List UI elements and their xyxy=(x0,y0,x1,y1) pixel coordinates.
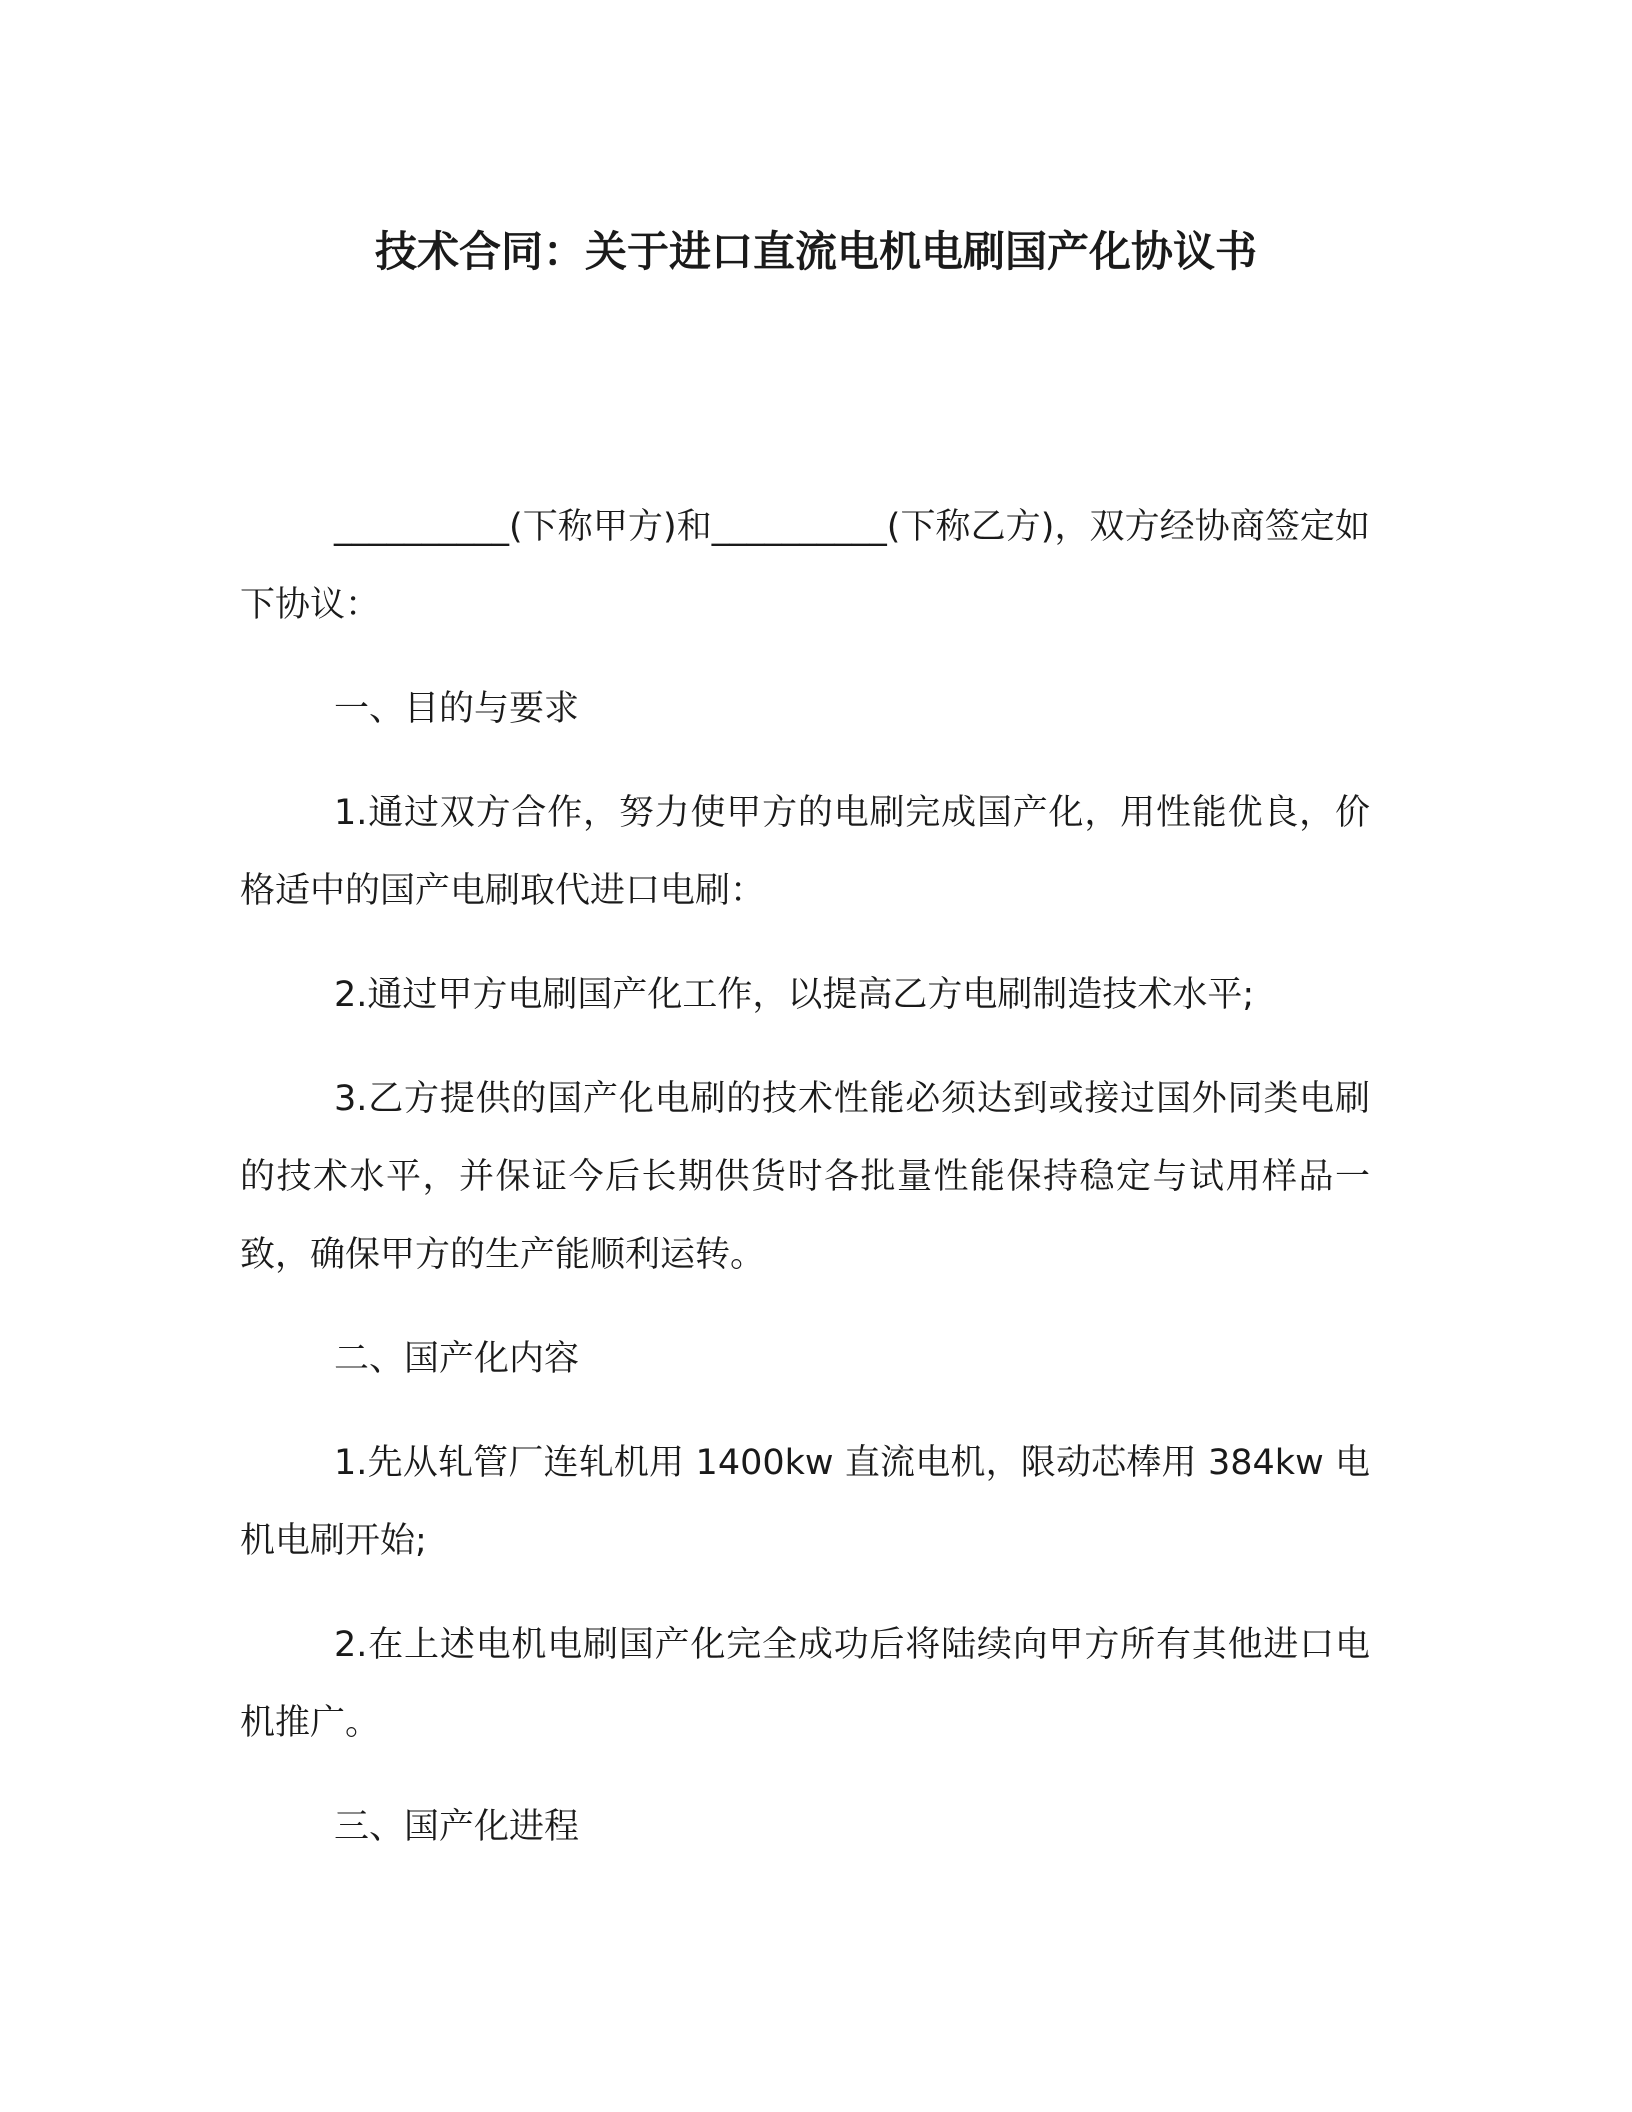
section-heading-2: 二、国产化内容 xyxy=(334,1339,580,1379)
document-body xyxy=(240,488,1370,1892)
section-2-item-2: 2.在上述电机电刷国产化完全成功后将陆续向甲方所有其他进口电机推广。 xyxy=(240,1625,1370,1743)
intro-paragraph: __________(下称甲方)和__________(下称乙方)，双方经协商签定如下协议： xyxy=(240,507,1370,625)
section-1-item-3: 3.乙方提供的国产化电刷的技术性能必须达到或接过国外同类电刷的技术水平，并保证今后长期供货时各批量性能保持稳定与试用样品一致，确保甲方的生产能顺利运转。 xyxy=(240,1079,1370,1275)
section-2-item-1: 1.先从轧管厂连轧机用 1400kw 直流电机，限动芯棒用 384kw 电机电刷开始; xyxy=(240,1443,1370,1561)
section-1-item-2: 2.通过甲方电刷国产化工作，以提高乙方电刷制造技术水平; xyxy=(334,975,1255,1015)
section-heading-1: 一、目的与要求 xyxy=(334,689,580,729)
section-heading-3: 三、国产化进程 xyxy=(334,1807,580,1847)
section-1-item-1: 1.通过双方合作，努力使甲方的电刷完成国产化，用性能优良，价格适中的国产电刷取代进口电刷： xyxy=(240,793,1370,911)
document-title: 技术合同：关于进口直流电机电刷国产化协议书 xyxy=(374,227,1257,276)
